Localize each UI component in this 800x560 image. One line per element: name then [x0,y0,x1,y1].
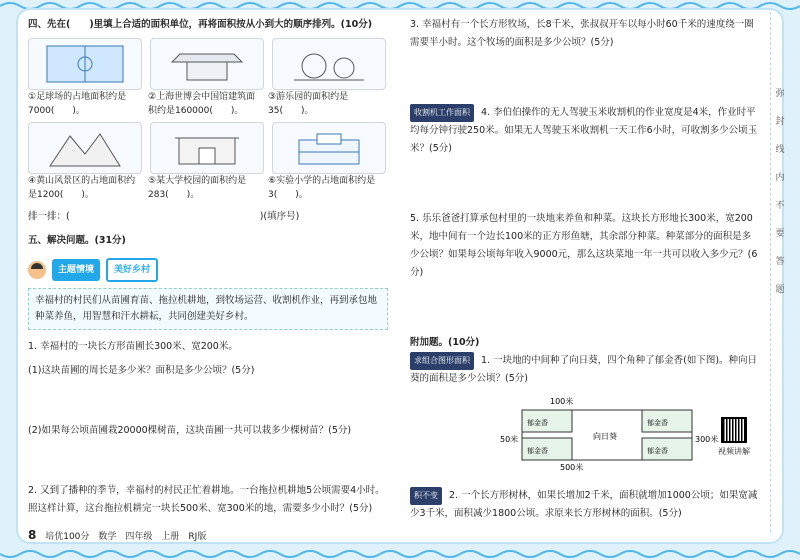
bonus-1-text: 1. 一块地的中间种了向日葵，四个角种了郁金香(如下图)。种向日葵的面积是多少公顷？(5分) [410,355,758,384]
school-icon [272,122,386,174]
theme-story-box: 幸福村的村民们从苗圃育苗、拖拉机耕地，到牧场运营、收割机作业，再到承包地种菜养鱼，用智慧和汗水耕耘，共同创建美好乡村。 [28,288,388,330]
answer-space-5[interactable] [410,288,760,334]
diagram-top-label: 100米 [550,397,574,406]
problem-3: 3. 幸福村有一个长方形牧场，长8千米，张叔叔开车以每小时60千米的速度绕一圈需要半小时。这个牧场的面积是多少公顷？(5分) [410,19,754,48]
bonus-2-text: 2. 一个长方形树林，如果长增加2千米，面积就增加1000公顷；如果宽减少3千米，面积减少1800公顷。求原来长方形树林的面积。(5分) [410,490,758,519]
bottom-wave-border [0,550,800,560]
problem-4-badge: 收割机工作面积 [410,104,474,122]
pavilion-icon [150,38,264,90]
seal-char-6: 要 [775,229,785,239]
problem-1-heading: 1. 幸福村的一块长方形苗圃长300米、宽200米。 [28,341,238,352]
theme-header [28,258,388,282]
answer-space-1b[interactable] [28,446,388,482]
amusement-park-icon [272,38,386,90]
corner-label-tl: 郁金香 [527,419,548,427]
seal-char-2: 封 [775,117,785,127]
answer-space-1a[interactable] [28,386,388,422]
bonus-2-badge: 积不变 [410,487,442,505]
diagram-left-label: 50米 [500,435,519,444]
book-info: 培优100分 数学 四年级 上册 RJ版 [45,532,207,542]
captions-row-1 [28,90,388,118]
seal-char-3: 线 [775,145,785,155]
page-number: 8 [28,528,37,542]
bonus-1 [410,352,760,388]
soccer-field-icon [28,38,142,90]
section-five-title: 五、解决问题。(31分) [28,235,126,246]
item-6-caption: ⑥实验小学的占地面积约是3( )。 [268,176,376,200]
qr-code-icon[interactable] [721,417,747,443]
problem-5: 5. 乐乐爸爸打算承包村里的一块地来养鱼和种菜。这块长方形地长300米，宽200米，地中间有一个边长100米的正方形鱼塘，其余部分种菜。种菜部分的面积是多少公顷？如果每公顷每年收入9000元，那么这块菜地一年一共可以收入多少元？(6分) [410,213,758,278]
captions-row-2 [28,174,388,202]
item-2-caption: ②上海世博会中国馆建筑面积约是160000( )。 [148,92,256,116]
right-column [410,16,760,529]
gate-icon [150,122,264,174]
qr-block[interactable] [718,417,750,461]
answer-space-4[interactable] [410,164,760,210]
theme-name-badge: 美好乡村 [106,258,158,282]
problem-4 [410,104,760,158]
seal-char-5: 不 [775,201,785,211]
sort-line: 排一排：( )(填序号) [28,211,300,222]
field-diagram [410,394,760,481]
item-3-caption: ③游乐园的面积约是35( )。 [268,92,349,116]
seal-char-1: 弥 [775,89,785,99]
left-column [28,16,388,524]
corner-label-tr: 郁金香 [647,419,668,427]
section-four-title: 四、先在( )里填上合适的面积单位，再将面积按从小到大的顺序排列。(10分) [28,19,373,30]
corner-label-bl: 郁金香 [527,447,548,455]
problem-4-text: 4. 李伯伯操作的无人驾驶玉米收割机的作业宽度是4米，作业时平均每分钟行驶250米。如果无人驾驶玉米收割机一天工作6小时，可收割多少公顷玉米？(5分) [410,107,758,154]
seal-char-4: 内 [775,173,785,183]
answer-space-3[interactable] [410,58,760,104]
item-1-caption: ①足球场的占地面积约是7000( )。 [28,92,127,116]
pictures-row-2 [28,122,388,174]
problem-1-part-b: (2)如果每公顷苗圃栽20000棵树苗，这块苗圃一共可以栽多少棵树苗？(5分) [28,425,352,436]
corner-label-br: 郁金香 [647,447,668,455]
student-avatar-icon [28,261,46,279]
theme-label-badge: 主题情境 [52,259,100,281]
page-footer [28,528,206,542]
qr-label: 视频讲解 [718,447,750,456]
mountain-icon [28,122,142,174]
item-5-caption: ⑤某大学校园的面积约是283( )。 [148,176,247,200]
bonus-2 [410,487,760,523]
pictures-row-1 [28,38,388,90]
center-label: 向日葵 [593,432,617,441]
diagram-bottom-label: 500米 [560,463,584,472]
seal-char-8: 题 [775,285,785,295]
diagram-right-label: 300米 [695,435,719,444]
problem-1-part-a: (1)这块苗圃的周长是多少米？面积是多少公顷？(5分) [28,365,255,376]
seal-line-text [770,80,790,304]
item-4-caption: ④黄山风景区的占地面积约是1200( )。 [28,176,136,200]
bonus-1-badge: 求组合图形面积 [410,352,474,370]
problem-2: 2. 又到了播种的季节，幸福村的村民正忙着耕地。一台拖拉机耕地5公顷需要4小时。照这样计算，这台拖拉机耕完一块长500米、宽300米的地，需要多少小时？(5分) [28,485,385,514]
bonus-title: 附加题。(10分) [410,337,480,348]
seal-char-7: 答 [775,257,785,267]
